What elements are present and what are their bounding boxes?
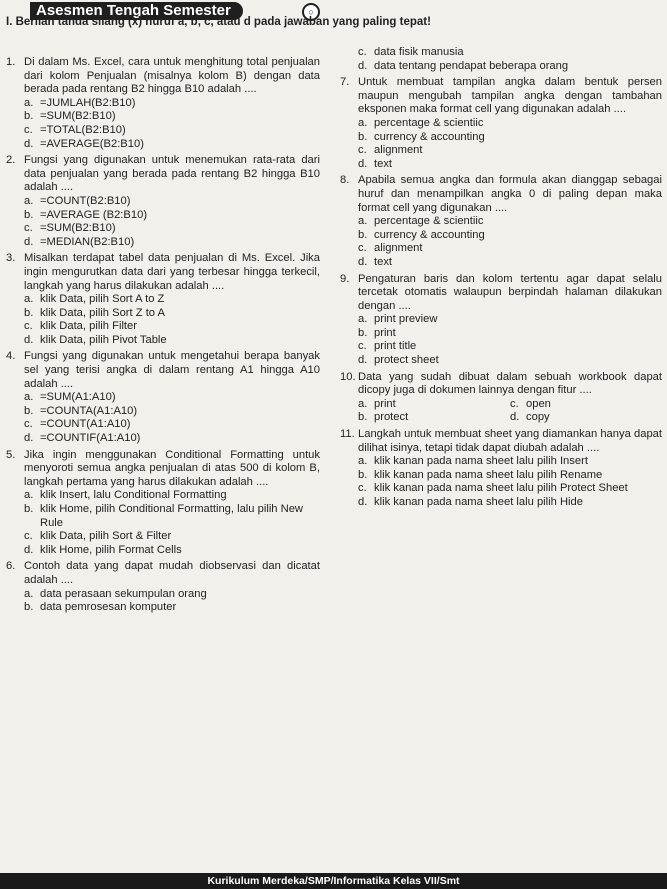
option-letter: a. — [358, 215, 368, 228]
question-stem — [6, 252, 320, 293]
option-letter: d. — [24, 432, 34, 445]
answer-option — [24, 110, 320, 124]
answer-option — [24, 418, 320, 432]
option-letter: b. — [24, 110, 34, 123]
question-stem — [340, 371, 662, 398]
answer-option — [358, 496, 662, 510]
answer-option — [24, 222, 320, 236]
question-number: 7. — [340, 76, 350, 89]
page-title: Asesmen Tengah Semester — [30, 2, 243, 20]
option-text: =SUM(A1:A10) — [40, 391, 116, 404]
question-stem — [340, 174, 662, 215]
option-text: klik Insert, lalu Conditional Formatting — [40, 489, 227, 502]
answer-option — [24, 307, 320, 321]
option-letter: b. — [358, 326, 368, 339]
question-text: Pengaturan baris dan kolom tertentu agar dapat selalu tercetak otomatis walaupun berpindah halaman dilakukan dengan .... — [358, 272, 662, 312]
option-letter: b. — [358, 228, 368, 241]
option-text: =JUMLAH(B2:B10) — [40, 96, 136, 109]
question-text: Contoh data yang dapat mudah diobservasi dan dicatat adalah .... — [24, 560, 320, 586]
answer-option — [24, 138, 320, 152]
option-letter: c. — [24, 123, 33, 136]
option-text: =AVERAGE (B2:B10) — [40, 208, 148, 221]
option-letter: a. — [24, 293, 34, 306]
answer-option — [24, 391, 320, 405]
question-item — [340, 76, 662, 171]
option-text: data pemrosesan komputer — [40, 601, 177, 614]
option-text: =COUNT(A1:A10) — [40, 418, 131, 431]
question-stem — [6, 56, 320, 97]
option-text: =MEDIAN(B2:B10) — [40, 235, 135, 248]
option-text: currency & accounting — [374, 228, 485, 241]
question-text: Fungsi yang digunakan untuk mengetahui berapa banyak sel yang terisi angka di dalam rentang A1 hingga A10 adalah .... — [24, 350, 320, 390]
option-text: klik Home, pilih Conditional Formatting, lalu pilih New Rule — [40, 503, 304, 529]
answer-option — [358, 242, 662, 256]
option-letter: b. — [358, 130, 368, 143]
option-letter: d. — [358, 496, 368, 508]
option-letter: a. — [358, 116, 368, 129]
option-letter: b. — [24, 306, 34, 319]
badge-icon: ○ — [302, 3, 320, 21]
answer-option-row — [358, 398, 662, 412]
answer-option — [24, 530, 320, 544]
option-letter: a. — [24, 489, 34, 502]
option-letter: c. — [358, 144, 367, 157]
answer-option — [358, 340, 662, 354]
answer-option — [358, 327, 662, 341]
option-letter: b. — [24, 601, 34, 614]
option-text: data tentang pendapat beberapa orang — [374, 59, 569, 72]
option-letter: d. — [358, 354, 368, 367]
option-text: data perasaan sekumpulan orang — [40, 587, 207, 600]
option-letter: c. — [510, 397, 519, 410]
left-column — [6, 56, 320, 618]
question-stem — [6, 154, 320, 195]
question-item — [6, 449, 320, 558]
answer-option — [358, 117, 662, 131]
option-text: =COUNTIF(A1:A10) — [40, 432, 141, 445]
option-text: klik Data, pilih Sort A to Z — [40, 293, 165, 306]
option-letter: b. — [24, 404, 34, 417]
question-stem — [6, 350, 320, 391]
question-stem — [6, 560, 320, 587]
option-letter: a. — [358, 455, 368, 468]
answer-option — [358, 313, 662, 327]
option-letter: d. — [24, 333, 34, 346]
answer-option — [24, 601, 320, 615]
option-letter: c. — [24, 320, 33, 333]
option-letter: d. — [24, 543, 34, 556]
answer-option — [358, 158, 662, 172]
option-text: print — [374, 326, 396, 339]
answer-option — [24, 293, 320, 307]
option-letter: a. — [358, 397, 368, 410]
option-letter: d. — [358, 255, 368, 268]
option-text: percentage & scientiic — [374, 116, 484, 129]
question-stem — [340, 428, 662, 455]
answer-option — [24, 588, 320, 602]
option-text: =TOTAL(B2:B10) — [40, 123, 126, 136]
option-text: =SUM(B2:B10) — [40, 110, 116, 123]
question-number: 8. — [340, 174, 350, 187]
option-letter: b. — [24, 503, 34, 515]
option-text: klik Data, pilih Pivot Table — [40, 333, 167, 346]
option-text: =COUNT(B2:B10) — [40, 194, 131, 207]
answer-option — [24, 124, 320, 138]
answer-option — [24, 236, 320, 250]
option-letter: a. — [24, 96, 34, 109]
answer-option — [24, 334, 320, 348]
option-letter: d. — [358, 157, 368, 170]
option-text: klik kanan pada nama sheet lalu pilih Insert — [374, 455, 588, 468]
question-text: Langkah untuk membuat sheet yang diamankan hanya dapat dilihat isinya, tetapi tidak dapat diubah adalah .... — [358, 428, 662, 454]
answer-option — [24, 503, 320, 530]
question-stem — [340, 273, 662, 314]
option-text: alignment — [374, 144, 423, 157]
option-text: =COUNTA(A1:A10) — [40, 404, 138, 417]
question-item — [340, 46, 662, 73]
answer-option — [358, 411, 510, 425]
option-letter: a. — [24, 391, 34, 404]
option-letter: c. — [358, 242, 367, 255]
answer-option — [358, 131, 662, 145]
option-text: klik Data, pilih Sort & Filter — [40, 530, 172, 543]
question-text: Misalkan terdapat tabel data penjualan di Ms. Excel. Jika ingin mengurutkan data dari yang terbesar hingga terkecil, langkah yang harus dilakukan adalah .... — [24, 252, 320, 292]
option-letter: a. — [358, 313, 368, 326]
option-text: =AVERAGE(B2:B10) — [40, 137, 144, 150]
option-text: print — [374, 397, 396, 410]
question-number: 11. — [340, 428, 355, 441]
option-letter: a. — [24, 194, 34, 207]
option-text: klik kanan pada nama sheet lalu pilih Protect Sheet — [374, 482, 628, 495]
question-number: 2. — [6, 154, 16, 167]
question-item — [340, 371, 662, 425]
question-item — [6, 154, 320, 249]
question-item — [6, 350, 320, 445]
option-text: klik kanan pada nama sheet lalu pilih Rename — [374, 468, 603, 481]
option-text: data fisik manusia — [374, 46, 464, 58]
answer-option — [24, 432, 320, 446]
answer-option — [24, 195, 320, 209]
option-letter: c. — [24, 530, 33, 543]
question-stem — [340, 76, 662, 117]
question-text: Data yang sudah dibuat dalam sebuah workbook dapat dicopy juga di dokumen lainnya dengan fitur .... — [358, 370, 662, 397]
answer-option — [510, 398, 662, 412]
answer-option — [358, 229, 662, 243]
option-letter: c. — [24, 222, 33, 235]
question-number: 10. — [340, 370, 356, 383]
option-letter: a. — [24, 587, 34, 600]
option-text: percentage & scientiic — [374, 215, 484, 228]
option-text: klik kanan pada nama sheet lalu pilih Hide — [374, 496, 583, 508]
option-text: open — [526, 397, 551, 410]
option-letter: c. — [358, 46, 367, 58]
option-letter: d. — [24, 137, 34, 150]
option-text: alignment — [374, 242, 423, 255]
question-number: 5. — [6, 448, 16, 461]
answer-option — [358, 60, 662, 74]
option-letter: c. — [358, 340, 367, 353]
answer-option-row — [358, 411, 662, 425]
answer-option — [510, 411, 662, 425]
answer-option — [358, 144, 662, 158]
question-number: 4. — [6, 350, 16, 363]
option-text: klik Home, pilih Format Cells — [40, 543, 182, 556]
answer-option — [24, 320, 320, 334]
right-column — [340, 46, 662, 513]
option-letter: d. — [358, 59, 368, 72]
answer-option — [358, 256, 662, 270]
question-item — [340, 428, 662, 510]
answer-option — [358, 46, 662, 60]
option-letter: d. — [510, 411, 520, 424]
option-text: klik Data, pilih Filter — [40, 320, 137, 333]
footer: Kurikulum Merdeka/SMP/Informatika Kelas VII/Smt — [0, 873, 667, 889]
answer-option — [358, 455, 662, 469]
answer-option — [24, 97, 320, 111]
answer-option — [24, 544, 320, 558]
option-letter: d. — [24, 235, 34, 248]
option-text: copy — [526, 411, 550, 424]
instruction-text: I. Berilah tanda silang (x) huruf a, b, c, atau d pada jawaban yang paling tepat! — [6, 16, 431, 28]
answer-option — [358, 354, 662, 368]
question-number: 6. — [6, 560, 16, 573]
question-text: Fungsi yang digunakan untuk menemukan rata-rata dari data penjualan yang berada pada rentang B2 hingga B10 adalah .... — [24, 154, 320, 194]
option-letter: c. — [358, 482, 367, 495]
option-text: print title — [374, 340, 417, 353]
answer-option — [358, 398, 510, 412]
option-text: protect sheet — [374, 354, 439, 367]
answer-option — [358, 215, 662, 229]
option-text: text — [374, 255, 393, 268]
question-text: Jika ingin menggunakan Conditional Formatting untuk menyoroti semua angka penjualan di atas 500 di kolom B, langkah pertama yang harus dilakukan adalah .... — [24, 448, 320, 488]
question-text: Untuk membuat tampilan angka dalam bentuk persen maupun mengubah tampilan angka dengan tambahan eksponen maka format cell yang digunakan adalah .... — [358, 76, 662, 116]
option-letter: b. — [358, 468, 368, 481]
question-text: Di dalam Ms. Excel, cara untuk menghitung total penjualan dari kolom Penjualan (misalnya kolom B) dengan data berada pada rentang B2 hingga B10 adalah .... — [24, 56, 320, 96]
option-text: protect — [374, 411, 409, 424]
answer-option — [24, 405, 320, 419]
answer-option — [358, 469, 662, 483]
question-stem — [6, 449, 320, 490]
option-text: text — [374, 157, 393, 170]
question-item — [340, 273, 662, 368]
option-letter: b. — [24, 208, 34, 221]
option-text: klik Data, pilih Sort Z to A — [40, 306, 165, 319]
option-text: currency & accounting — [374, 130, 485, 143]
question-number: 1. — [6, 56, 16, 68]
question-item — [6, 252, 320, 347]
answer-option — [358, 482, 662, 496]
question-item — [6, 560, 320, 614]
question-number: 9. — [340, 272, 350, 285]
option-text: =SUM(B2:B10) — [40, 222, 116, 235]
question-number: 3. — [6, 252, 16, 265]
question-item — [6, 56, 320, 151]
answer-option — [24, 209, 320, 223]
option-letter: b. — [358, 411, 368, 424]
option-text: print preview — [374, 313, 438, 326]
answer-option — [24, 489, 320, 503]
option-letter: c. — [24, 418, 33, 431]
question-text: Apabila semua angka dan formula akan dianggap sebagai huruf dan menampilkan angka 0 di paling depan maka format cell yang digunakan .... — [358, 174, 662, 214]
question-item — [340, 174, 662, 269]
